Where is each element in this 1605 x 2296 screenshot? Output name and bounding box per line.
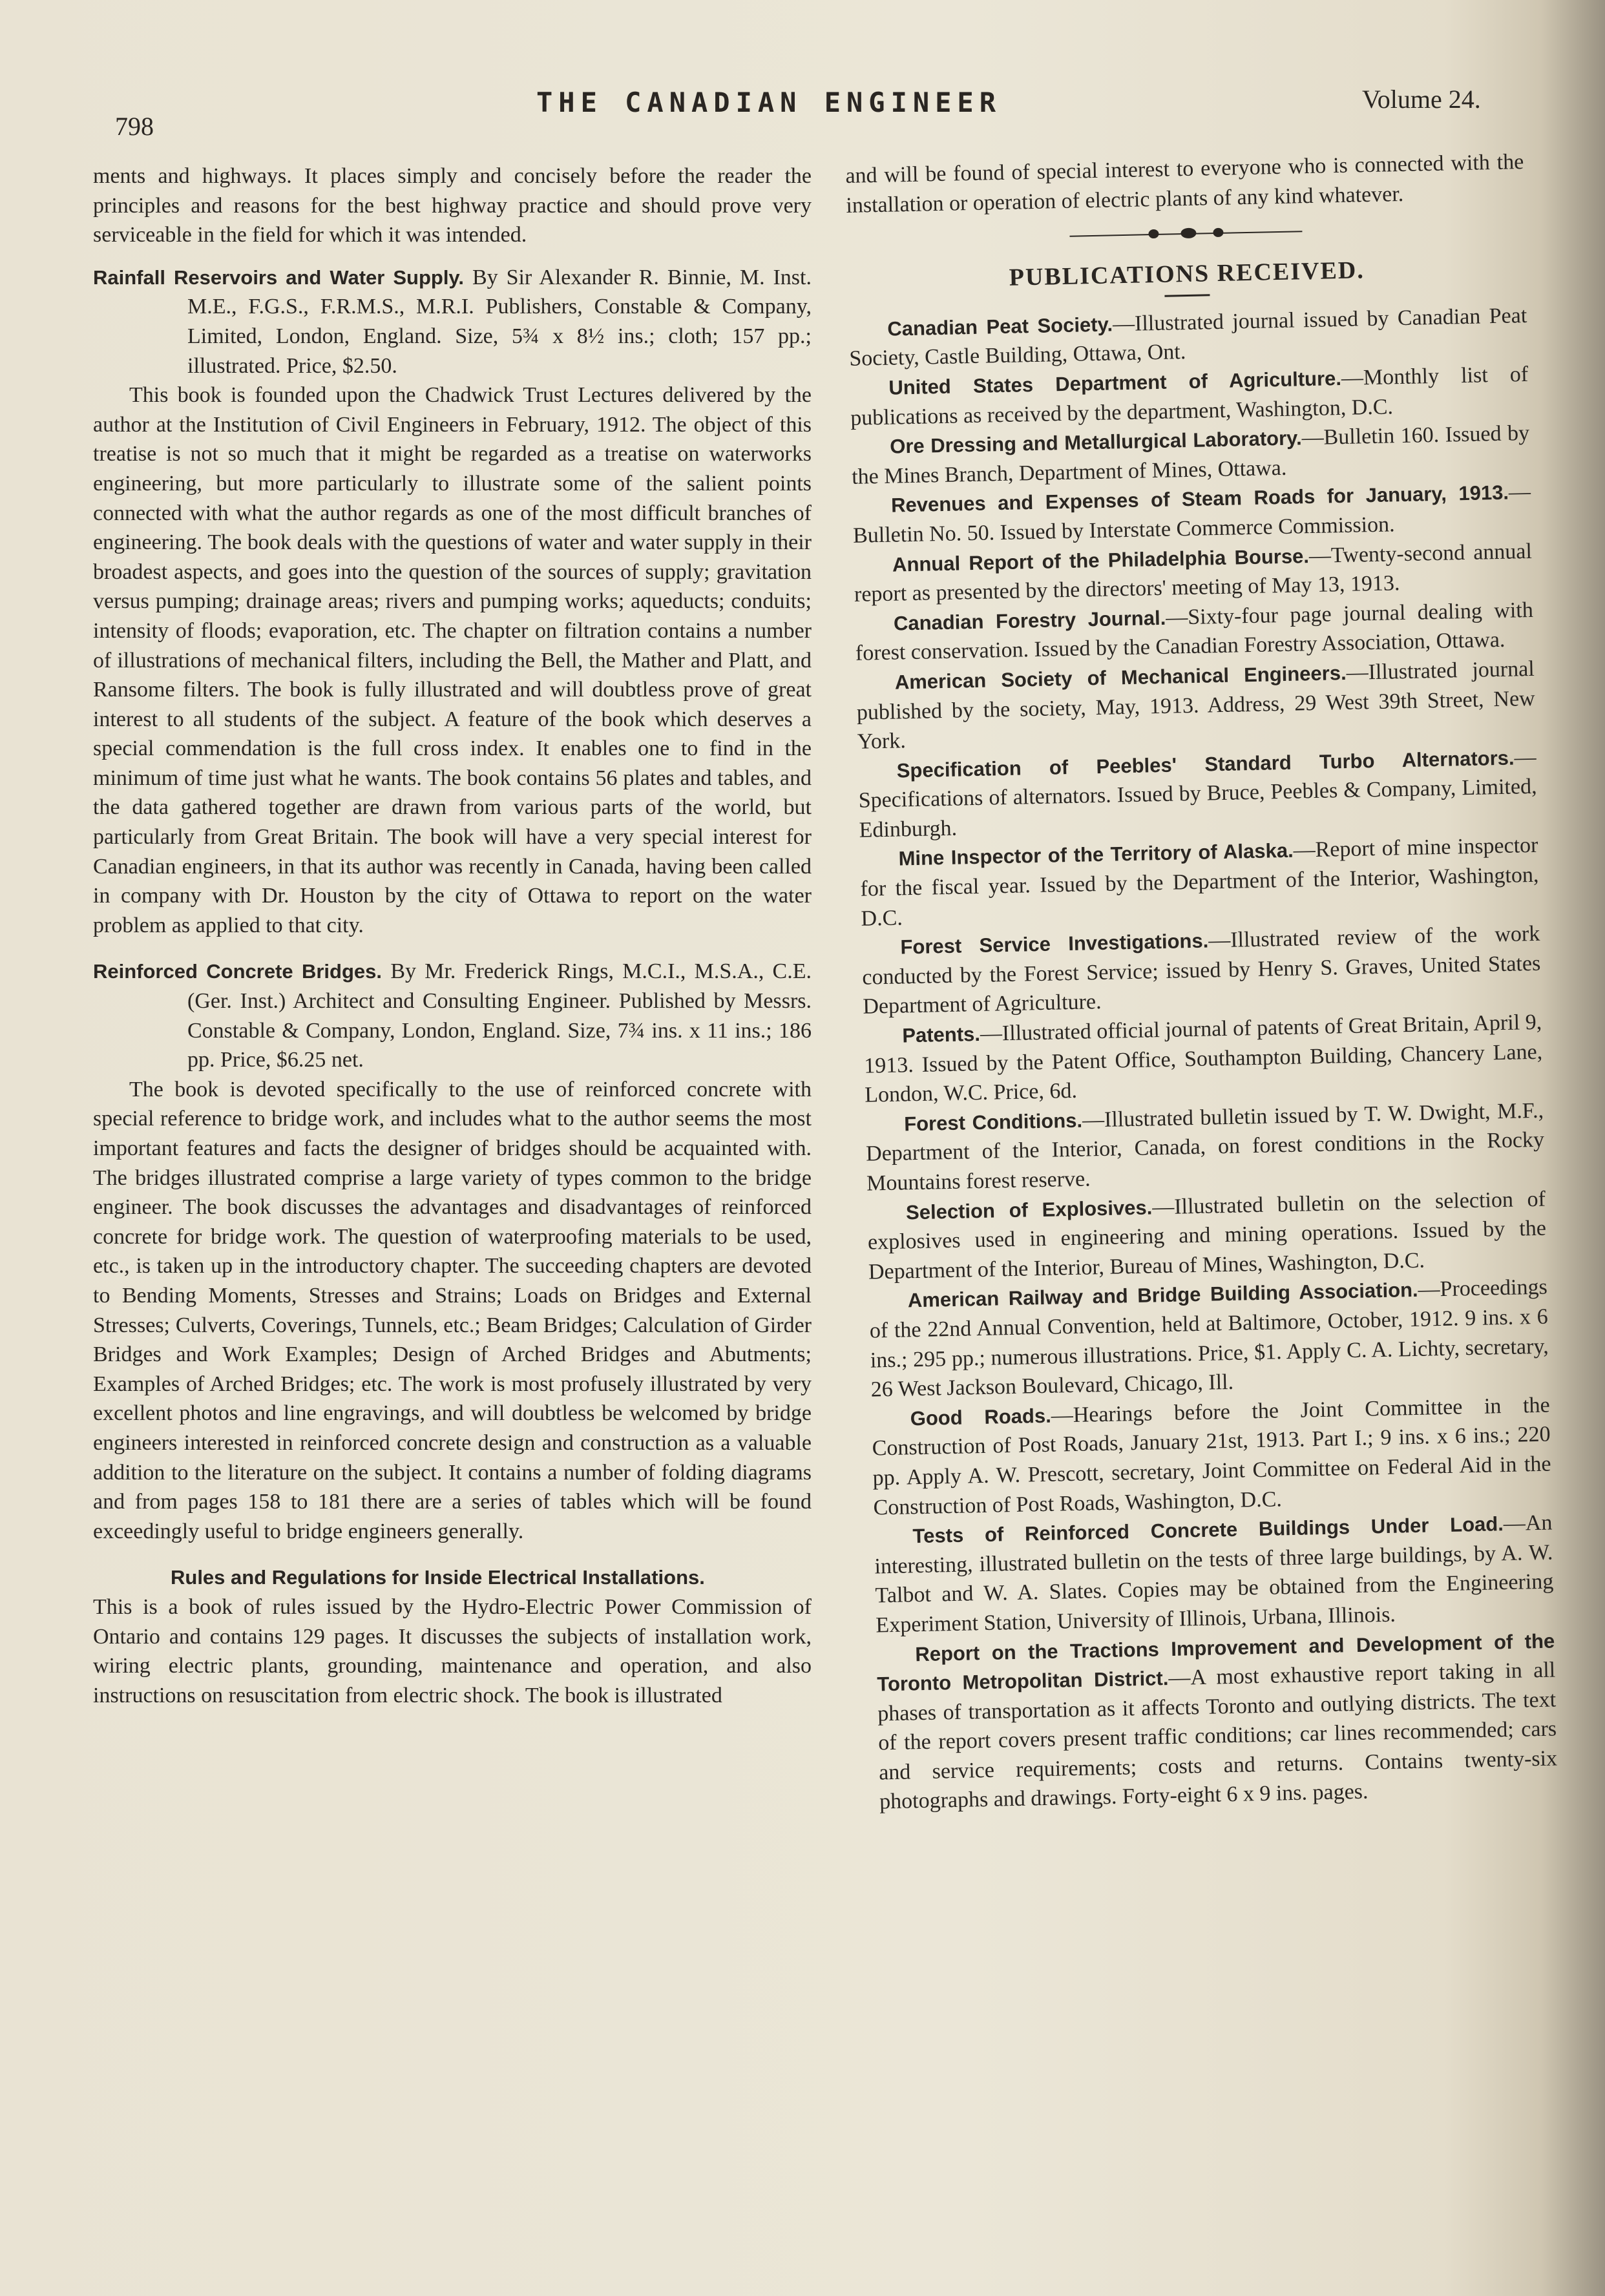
publication-title: Patents. [901, 1022, 981, 1047]
journal-title: THE CANADIAN ENGINEER [536, 87, 1002, 118]
publication-title: Good Roads. [910, 1404, 1052, 1430]
publication-description: —Hearings before the Joint Committee in the Construction of Post Roads, January 21st, 1913. Part I.; 9 ins. x 6 ins.; 220 pp. Apply A. W. Prescott, secretary, Joint Committee on Federal Aid in the Construction of Post Roads, Washington, D.C. [872, 1393, 1551, 1520]
intro-paragraph: ments and highways. It places simply and concisely before the reader the principles and reasons for the best highway practice and should prove very serviceable in the field for which it was intended. [93, 164, 812, 247]
right-column [845, 147, 1558, 1817]
publication-title: Report on the Tractions Improvement and Development of the Toronto Metropolitan District. [877, 1629, 1555, 1696]
review-title: Rainfall Reservoirs and Water Supply. [93, 266, 472, 289]
publication-description: —Monthly list of publications as received by the department, Washington, D.C. [850, 362, 1529, 430]
publication-entry [867, 1184, 1547, 1287]
publication-title: United States Department of Agriculture. [888, 366, 1342, 399]
publication-description: —Bulletin 160. Issued by the Mines Branch, Department of Mines, Ottawa. [851, 421, 1530, 489]
publication-entry [876, 1626, 1558, 1817]
publication-description: —Report of mine inspector for the fiscal year. Issued by the Department of the Interior, Washington, D.C. [860, 833, 1539, 931]
section-divider [1069, 225, 1302, 243]
review-title: Reinforced Concrete Bridges. [93, 960, 391, 983]
publication-description: —Illustrated bulletin on the selection of explosives used in engineering and mining operations. Issued by the Department of the Interior, Bureau of Mines, Washington, D.C. [867, 1187, 1547, 1284]
publication-entry [874, 1508, 1555, 1640]
publication-entry [863, 1008, 1544, 1111]
review-rules-regulations [93, 1563, 812, 1710]
review-info: By Sir Alexander R. Binnie, M. Inst. M.E., F.G.S., F.R.M.S., M.R.I. Publishers, Constable & Company, Limited, London, England. Size, 5¾ x 8½ ins.; cloth; 157 pp.; illustrated. Price, $2.50. [187, 265, 812, 378]
publication-entry [871, 1390, 1552, 1522]
review-heading [93, 1563, 812, 1592]
publication-description: —Specifications of alternators. Issued by Bruce, Peebles & Company, Limited, Edinburgh. [858, 745, 1537, 842]
publications-list [848, 301, 1558, 1817]
publication-title: American Railway and Bridge Building Association. [907, 1278, 1418, 1312]
publication-description: —Twenty-second annual report as presented by the directors' meeting of May 13, 1913. [854, 539, 1533, 607]
publication-description: —Proceedings of the 22nd Annual Convention, held at Baltimore, October, 1912. 9 ins. x 6 ins.; 295 pp.; numerous illustrations. Price, $1. Apply C. A. Lichty, secretary, 26 West Jackson Boulevard, Chicago, Ill. [869, 1275, 1549, 1402]
publication-entry [861, 919, 1542, 1022]
publication-entry [857, 742, 1538, 845]
page-number: 798 [115, 112, 154, 141]
publication-description: —An interesting, illustrated bulletin on the tests of three large buildings, by A. W. Talbot and W. A. Slates. Copies may be obtained from the Engineering Experiment Station, University of Illinois, Urbana, Illinois. [874, 1510, 1554, 1638]
publication-title: Specification of Peebles' Standard Turbo Alternators. [896, 746, 1515, 782]
running-header [0, 78, 1605, 141]
publication-description: —Illustrated journal issued by Canadian Peat Society, Castle Building, Ottawa, Ont. [849, 303, 1527, 371]
publication-title: Forest Conditions. [903, 1109, 1083, 1136]
publication-description: —Illustrated review of the work conducted by the Forest Service; issued by Henry S. Graves, United States Department of Agriculture. [862, 921, 1541, 1019]
title-rule [1164, 294, 1210, 297]
publication-description: —Sixty-four page journal dealing with forest conservation. Issued by the Canadian Forestry Association, Ottawa. [855, 598, 1534, 666]
publication-title: Mine Inspector of the Territory of Alaska. [898, 839, 1294, 870]
publication-description: —A most exhaustive report taking in all phases of transportation as it affects Toronto and outlying districts. The text of the report covers present traffic conditions; car lines recommended; cars and service requirements; costs and returns. Contains twenty-six photographs and drawings. Forty-eight 6 x 9 ins. pages. [877, 1658, 1558, 1814]
publication-title: Ore Dressing and Metallurgical Laboratory. [889, 426, 1302, 458]
review-info: By Mr. Frederick Rings, M.C.I., M.S.A., C.E. (Ger. Inst.) Architect and Consulting Engineer. Published by Messrs. Constable & Company, London, England. Size, 7¾ ins. x 11 ins.; 186 pp. Price, $6.25 net. [187, 959, 812, 1072]
publication-entry [859, 831, 1540, 934]
left-column [93, 162, 812, 1710]
publication-description: —Bulletin No. 50. Issued by Interstate Commerce Commission. [852, 480, 1531, 548]
volume-label: Volume 24. [1362, 85, 1481, 114]
publication-title: American Society of Mechanical Engineers. [894, 661, 1347, 694]
publication-description: —Illustrated official journal of patents of Great Britain, April 9, 1913. Issued by the Patent Office, Southampton Building, Chancery Lane, London, W.C. Price, 6d. [863, 1010, 1543, 1107]
review-heading [93, 957, 812, 1074]
publication-title: Revenues and Expenses of Steam Roads for January, 1913. [890, 481, 1509, 517]
review-reinforced-concrete-bridges [93, 957, 812, 1546]
review-body: This is a book of rules issued by the Hydro-Electric Power Commission of Ontario and contains 129 pages. It discusses the subjects of installation work, wiring electric plants, grounding, maintenance and operation, and also instructions on resuscitation from electric shock. The book is illustrated [93, 1594, 812, 1707]
publication-entry [868, 1273, 1549, 1404]
section-title: PUBLICATIONS RECEIVED. [1009, 256, 1365, 291]
publication-title: Canadian Peat Society. [887, 313, 1113, 340]
review-body: The book is devoted specifically to the use of reinforced concrete with special reference to bridge work, and includes what to the author seems the most important features and facts the designer of bridges should be acquainted with. The bridges illustrated comprise a large variety of types common to the bridge engineer. The book discusses the advantages and disadvantages of reinforced concrete for bridge work. The question of waterproofing materials to be used, etc., is taken up in the introductory chapter. The succeeding chapters are devoted to Bending Moments, Stresses and Strains; Loads on Bridges and External Stresses; Culverts, Coverings, Tunnels, etc.; Beam Bridges; Calculation of Girder Bridges and Work Examples; Design of Arched Bridges and Abutments; Examples of Arched Bridges; etc. The work is most profusely illustrated by very excellent photos and line engravings, and will doubtless be welcomed by bridge engineers interested in reinforced concrete design and construction as a valuable addition to the literature on the subject. It contains a number of folding diagrams and from pages 158 to 181 there are a series of tables which will be found exceedingly useful to bridge engineers generally. [93, 1077, 812, 1543]
publication-description: —Illustrated journal published by the society, May, 1913. Address, 29 West 39th Street, New York. [856, 656, 1536, 754]
publication-title: Annual Report of the Philadelphia Bourse. [892, 544, 1310, 576]
review-title: Rules and Regulations for Inside Electrical Installations. [171, 1566, 705, 1589]
publication-entry [855, 654, 1536, 757]
review-body: This book is founded upon the Chadwick Trust Lectures delivered by the author at the Institution of Civil Engineers in February, 1912. The object of this treatise is not so much that it might be regarded as a treatise on waterworks engineering, but more particularly to illustrate some of the salient points connected with what the author regards as one of the most difficult branches of engineering. The book deals with the questions of water and water supply in their broadest aspects, and goes into the question of the sources of supply; gravitation versus pumping; drainage areas; rivers and pumping works; aqueducts; conduits; intensity of floods; evaporation, etc. The chapter on filtration contains a number of illustrations of mechanical filters, including the Bell, the Mather and Platt, and Ransome filters. The book is fully illustrated and will doubtless prove of great interest to all students of the subject. A feature of the book which deserves a special commendation is the full cross index. It enables one to find in the minimum of time just what he wants. The book contains 56 plates and tables, and the data gathered together are drawn from various parts of the world, but particularly from Great Britain. The book will have a very special interest for Canadian engineers, in that its author was recently in Canada, having been called in company with Dr. Houston by the city of Ottawa to report on the water problem as applied to that city. [93, 383, 812, 937]
review-rainfall-reservoirs [93, 263, 812, 941]
publication-entry [865, 1096, 1546, 1199]
publication-title: Selection of Explosives. [905, 1196, 1153, 1224]
review-heading [93, 263, 812, 381]
continuation-paragraph: and will be found of special interest to everyone who is connected with the installation or operation of electric plants of any kind whatever. [845, 150, 1524, 218]
publication-title: Tests of Reinforced Concrete Buildings Under Load. [912, 1512, 1504, 1548]
publication-title: Canadian Forestry Journal. [893, 606, 1166, 635]
publication-title: Forest Service Investigations. [900, 929, 1209, 959]
publication-description: —Illustrated bulletin issued by T. W. Dwight, M.F., Department of the Interior, Canada, on forest conditions in the Rocky Mountains forest reserve. [865, 1098, 1545, 1196]
